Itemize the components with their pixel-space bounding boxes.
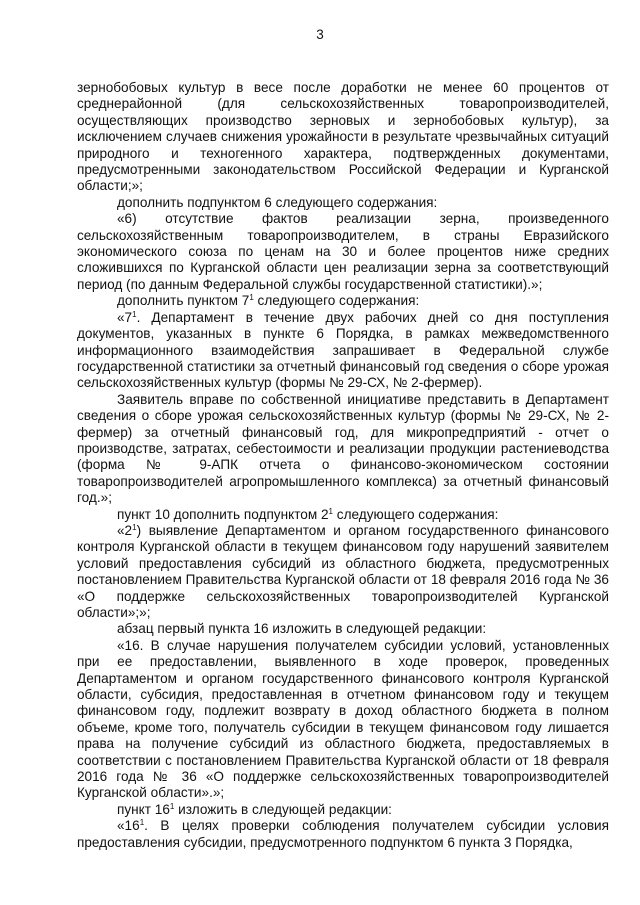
paragraph: Заявитель вправе по собственной инициативе представить в Департамент сведения о сборе урожая сельскохозяйственных культур (формы № 29-СХ, № 2-фермер) за отчетный финансовый год, для микропредприятий - отчет о производстве, затратах, себестоимости и реализации продукции растениеводства (форма № 9-АПК отчета о финансово-экономическом состоянии товаропроизводителей агропромышленного комплекса) за отчетный финансовый год.»; [77, 391, 609, 506]
document-body [77, 80, 609, 851]
paragraph: дополнить подпунктом 6 следующего содержания: [117, 194, 438, 210]
superscript: 1 [328, 506, 333, 516]
paragraph [77, 310, 609, 392]
paragraph-text: ) выявление Департаментом и органом государственного финансового контроля Курганской области в текущем финансовом году нарушений заявителем условий предоставления субсидий из областного бюджета, предусмотренных постановлением Правительства Курганской области от 18 февраля 2016 года № 36 «О поддержке сельскохозяйственных товаропроизводителей Курганской области»;»; [77, 522, 609, 620]
paragraph-text: следующего содержания: [333, 506, 499, 522]
paragraph-text: пункт 10 дополнить подпунктом 2 [117, 506, 329, 522]
paragraph-text: «16 [117, 818, 140, 834]
page-number: 3 [316, 27, 324, 42]
paragraph [77, 802, 609, 818]
superscript: 1 [139, 818, 145, 828]
paragraph: «6) отсутствие фактов реализации зерна, произведенного сельскохозяйственным товаропроизводителем, в страны Евразийского экономического союза по ценам на 30 и более процентов ниже средних сложившихся по Курганской области цен реализации зерна за соответствующий период (по данным Федеральной службы государственной статистики).»; [77, 211, 609, 292]
superscript: 1 [132, 309, 137, 319]
paragraph [77, 293, 609, 309]
paragraph-text: пункт 16 [117, 801, 170, 817]
paragraph-text: . В целях проверки соблюдения получателем субсидии условия предоставления субсидии, предусмотренного подпунктом 6 пункта 3 Порядка, [77, 818, 609, 850]
paragraph-text: следующего содержания: [253, 293, 420, 309]
superscript: 1 [249, 293, 254, 303]
paragraph-text: дополнить пунктом 7 [117, 293, 250, 309]
paragraph: «16. В случае нарушения получателем субсидии условий, установленных при ее предоставлении, выявленного в ходе проверок, проведенных Департаментом и органом государственного финансового контроля Курганской области, субсидия, предоставленная в отчетном финансовом году и текущем финансовом году, подлежит возврату в доход областного бюджета в полном объеме, кроме того, получатель субсидии в текущем финансовом году лишается права на получение субсидий из областного бюджета, предоставляемых в соответствии с постановлением Правительства Курганской области от 18 февраля 2016 года № 36 «О поддержке сельскохозяйственных товаропроизводителей Курганской области».»; [77, 637, 609, 801]
paragraph-text: «2 [117, 522, 133, 538]
paragraph-text: . Департамент в течение двух рабочих дней со дня поступления документов, указанных в пункте 6 Порядка, в рамках межведомственного информационного взаимодействия запрашивает в Федеральной службе государственной статистики за отчетный финансовый год сведения о сборе урожая сельскохозяйственных культур (формы № 29-СХ, № 2-фермер). [77, 309, 609, 391]
paragraph [77, 523, 609, 621]
paragraph-text: изложить в следующей редакции: [174, 801, 392, 817]
superscript: 1 [132, 522, 137, 532]
paragraph [77, 507, 609, 523]
paragraph [77, 818, 609, 851]
paragraph: абзац первый пункта 16 изложить в следующей редакции: [117, 621, 487, 637]
paragraph-text: «7 [117, 309, 133, 325]
superscript: 1 [169, 801, 175, 811]
paragraph: зернобобовых культур в весе после доработки не менее 60 процентов от среднерайонной (для сельскохозяйственных товаропроизводителей, осуществляющих производство зерновых и зернобобовых культур), за исключением случаев снижения урожайности в результате чрезвычайных ситуаций природного и техногенного характера, подтвержденных документами, предусмотренными законодательством Российской Федерации и Курганской области;»; [77, 80, 609, 194]
